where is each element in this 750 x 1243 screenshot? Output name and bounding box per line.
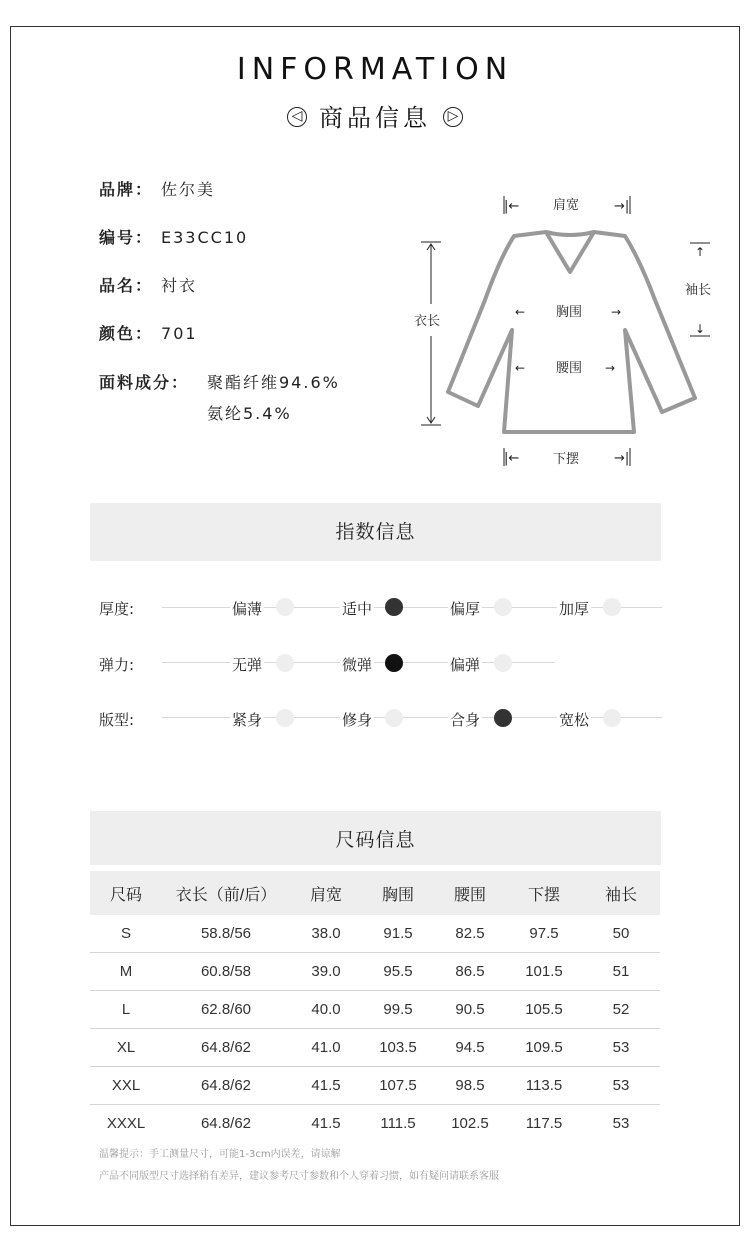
elasticity-dot-stretchy [494,654,512,672]
index-section-title: 指数信息 [90,503,661,561]
table-cell: 64.8/62 [162,1067,290,1105]
fabric-value-2: 氨纶5.4% [207,404,292,423]
svg-text:↓: ↓ [695,322,706,336]
table-row [90,953,660,991]
table-cell: 99.5 [362,991,434,1029]
name-value: 衬衣 [161,276,198,295]
code-value: E33CC10 [161,228,249,247]
table-row [90,1067,660,1105]
svg-text:|←: |← [504,199,520,214]
diagram-length: 衣长 [414,314,441,329]
size-table [90,871,660,1142]
col-chest: 胸围 [362,871,434,915]
table-cell: 53 [582,1029,660,1067]
name-row [99,273,197,296]
col-length: 衣长（前/后） [162,871,290,915]
table-cell: 64.8/62 [162,1029,290,1067]
fit-option-slim: 修身 [342,711,373,729]
table-cell: 98.5 [434,1067,506,1105]
elasticity-option-stretchy: 偏弹 [450,656,481,674]
table-cell: 107.5 [362,1067,434,1105]
thickness-option-extra: 加厚 [559,600,590,618]
name-label: 品名： [99,276,154,295]
table-cell: 39.0 [290,953,362,991]
svg-text:→: → [611,305,622,319]
table-cell: 51 [582,953,660,991]
table-cell: 41.5 [290,1067,362,1105]
table-cell: 103.5 [362,1029,434,1067]
thickness-label: 厚度: [99,600,135,618]
table-cell: 60.8/58 [162,953,290,991]
shirt-size-diagram [400,185,730,475]
brand-label: 品牌： [99,180,154,199]
color-value: 701 [161,324,198,343]
thickness-option-medium: 适中 [342,600,373,618]
table-cell: 41.0 [290,1029,362,1067]
fit-dot-loose [603,709,621,727]
svg-text:|←: |← [504,451,520,466]
elasticity-dot-none [276,654,294,672]
table-cell: 40.0 [290,991,362,1029]
fabric-value-1: 聚酯纤维94.6% [207,373,340,392]
table-cell: 111.5 [380,1115,416,1132]
table-cell: XXXL [106,1115,146,1132]
table-cell: 58.8/56 [162,915,290,953]
table-cell: XL [90,1029,162,1067]
elasticity-option-slight: 微弹 [342,656,373,674]
title-english: INFORMATION [236,52,514,87]
svg-text:←: ← [515,361,526,375]
svg-text:→|: →| [614,199,630,214]
thickness-dot-thick [494,598,512,616]
thickness-option-thin: 偏薄 [232,600,263,618]
table-cell: 117.5 [525,1115,563,1132]
table-cell: 50 [582,915,660,953]
table-cell: L [90,991,162,1029]
table-cell: 90.5 [434,991,506,1029]
elasticity-option-none: 无弹 [232,656,263,674]
fit-option-regular: 合身 [450,711,481,729]
table-cell: 41.5 [311,1115,341,1132]
diagram-hem: 下摆 [553,452,580,467]
svg-text:→|: →| [614,451,630,466]
table-cell: 109.5 [506,1029,582,1067]
table-cell: 53 [582,1067,660,1105]
table-cell: 64.8/62 [200,1115,252,1132]
fit-label: 版型: [99,711,135,729]
table-cell: M [90,953,162,991]
table-cell: 101.5 [506,953,582,991]
left-arrow-icon: ◁ [287,107,307,127]
shirt-outline [448,232,695,432]
size-section-title: 尺码信息 [90,811,661,865]
col-size: 尺码 [90,871,162,915]
thickness-dot-medium [385,598,403,616]
col-waist: 腰围 [434,871,506,915]
diagram-shoulder: 肩宽 [553,198,580,213]
fit-dot-slim [385,709,403,727]
table-cell: 97.5 [506,915,582,953]
col-shoulder: 肩宽 [290,871,362,915]
table-cell: S [90,915,162,953]
table-cell: 95.5 [362,953,434,991]
table-cell: 62.8/60 [162,991,290,1029]
table-row [90,1105,660,1143]
diagram-sleeve: 袖长 [685,283,712,298]
brand-row [99,177,215,200]
fit-option-tight: 紧身 [232,711,263,729]
table-row [90,991,660,1029]
color-label: 颜色： [99,324,154,343]
svg-text:→: → [605,361,616,375]
table-cell: 105.5 [506,991,582,1029]
fabric-label: 面料成分： [99,373,190,392]
fit-dot-regular [494,709,512,727]
fit-option-loose: 宽松 [559,711,590,729]
svg-text:↑: ↑ [695,245,706,259]
title-chinese-text: 商品信息 [319,104,431,132]
col-sleeve: 袖长 [582,871,660,915]
thickness-dot-thin [276,598,294,616]
code-row [99,225,248,248]
title-chinese [0,98,750,133]
col-hem: 下摆 [506,871,582,915]
right-arrow-icon: ▷ [443,107,463,127]
elasticity-label: 弹力: [99,656,135,674]
color-row [99,321,198,344]
table-cell: 53 [612,1115,630,1132]
table-cell: 91.5 [362,915,434,953]
svg-text:←: ← [515,305,526,319]
table-cell: 102.5 [451,1115,489,1132]
code-label: 编号： [99,228,154,247]
table-cell: 94.5 [434,1029,506,1067]
note-line-2: 产品不同版型尺寸选择稍有差异，建议参考尺寸参数和个人穿着习惯，如有疑问请联系客服 [99,1171,499,1182]
table-cell: 82.5 [434,915,506,953]
table-cell: XXL [90,1067,162,1105]
table-cell: 113.5 [506,1067,582,1105]
thickness-option-thick: 偏厚 [450,600,481,618]
fit-dot-tight [276,709,294,727]
diagram-waist: 腰围 [556,361,583,376]
table-row [90,1029,660,1067]
brand-value: 佐尔美 [161,180,216,199]
table-row [90,915,660,953]
thickness-dot-extra [603,598,621,616]
table-cell: 86.5 [434,953,506,991]
fabric-row [99,370,189,393]
elasticity-dot-slight [385,654,403,672]
note-line-1: 温馨提示：手工测量尺寸，可能1-3cm内误差，请谅解 [99,1149,341,1160]
table-cell: 52 [582,991,660,1029]
table-cell: 38.0 [290,915,362,953]
diagram-chest: 胸围 [556,305,583,320]
size-table-header [90,871,660,915]
